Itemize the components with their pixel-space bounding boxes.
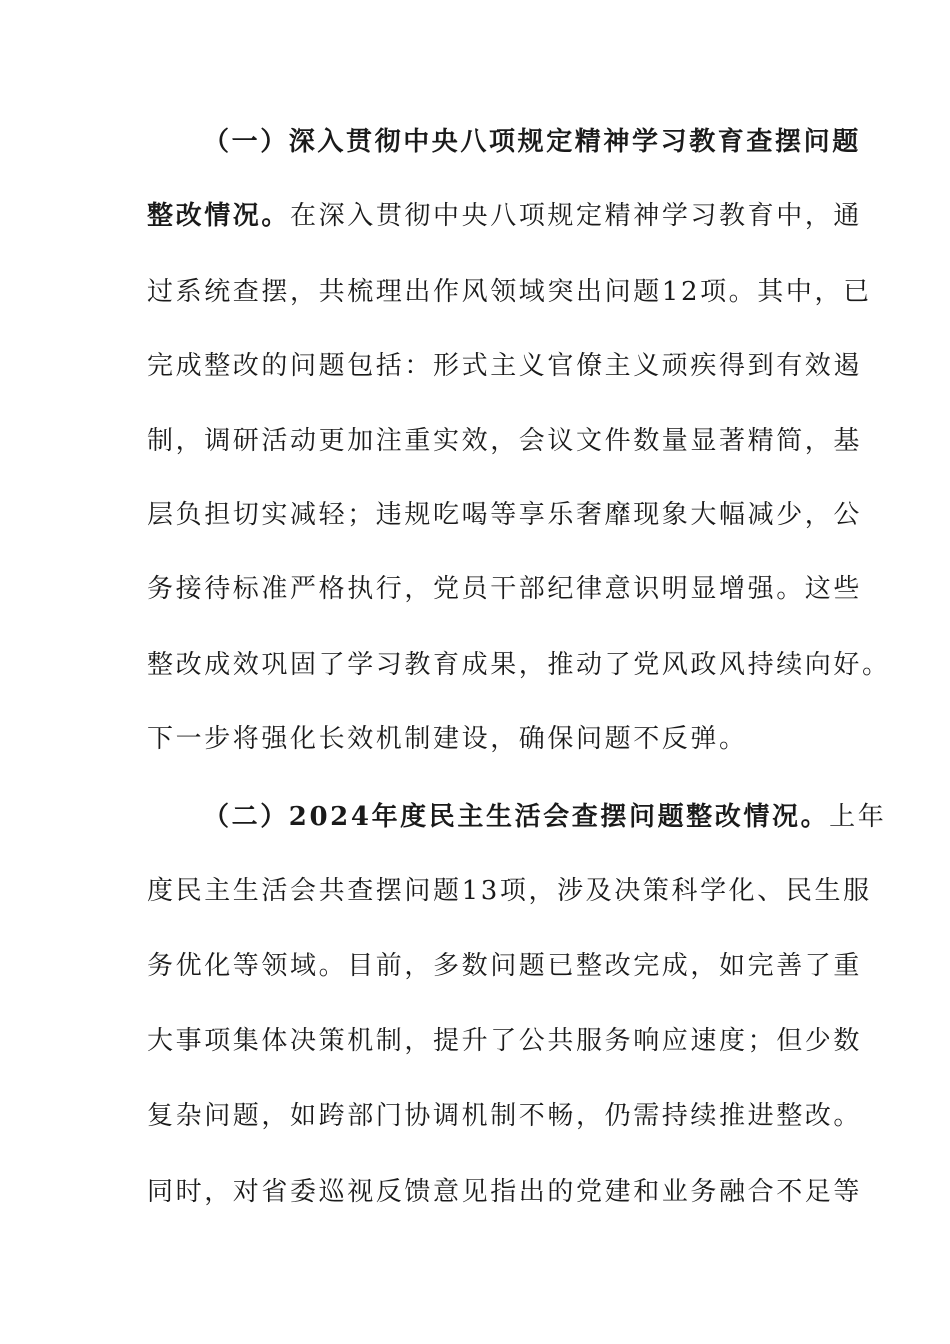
section1-line-3: 完成整改的问题包括：形式主义官僚主义顽疾得到有效遏 bbox=[147, 351, 863, 381]
section2-line-6: 同时，对省委巡视反馈意见指出的党建和业务融合不足等 bbox=[147, 1177, 863, 1207]
section2-line-3: 务优化等领域。目前，多数问题已整改完成，如完善了重 bbox=[147, 951, 863, 981]
section1-line-1 bbox=[147, 196, 863, 236]
section1-line-4: 制，调研活动更加注重实效，会议文件数量显著精简，基 bbox=[147, 426, 863, 456]
section2-line-1 bbox=[203, 797, 887, 837]
section1-heading-end: 整改情况。 bbox=[147, 201, 291, 231]
section1-line-6: 务接待标准严格执行，党员干部纪律意识明显增强。这些 bbox=[147, 574, 863, 604]
section1-line-5: 层负担切实减轻；违规吃喝等享乐奢靡现象大幅减少，公 bbox=[147, 500, 863, 530]
section2-heading-rest: 上年 bbox=[829, 802, 887, 832]
section1-line-2: 过系统查摆，共梳理出作风领域突出问题12项。其中，已 bbox=[147, 277, 872, 307]
section2-line-2: 度民主生活会共查摆问题13项，涉及决策科学化、民生服 bbox=[147, 876, 872, 906]
section2-heading: （二）2024年度民主生活会查摆问题整改情况。 bbox=[203, 802, 830, 832]
section1-text: 在深入贯彻中央八项规定精神学习教育中，通 bbox=[290, 201, 863, 231]
section1-heading: （一）深入贯彻中央八项规定精神学习教育查摆问题 bbox=[203, 127, 861, 157]
section1-line-7: 整改成效巩固了学习教育成果，推动了党风政风持续向好。 bbox=[147, 650, 891, 680]
section1-line-8: 下一步将强化长效机制建设，确保问题不反弹。 bbox=[147, 724, 748, 754]
section2-line-5: 复杂问题，如跨部门协调机制不畅，仍需持续推进整改。 bbox=[147, 1101, 863, 1131]
section2-line-4: 大事项集体决策机制，提升了公共服务响应速度；但少数 bbox=[147, 1026, 863, 1056]
